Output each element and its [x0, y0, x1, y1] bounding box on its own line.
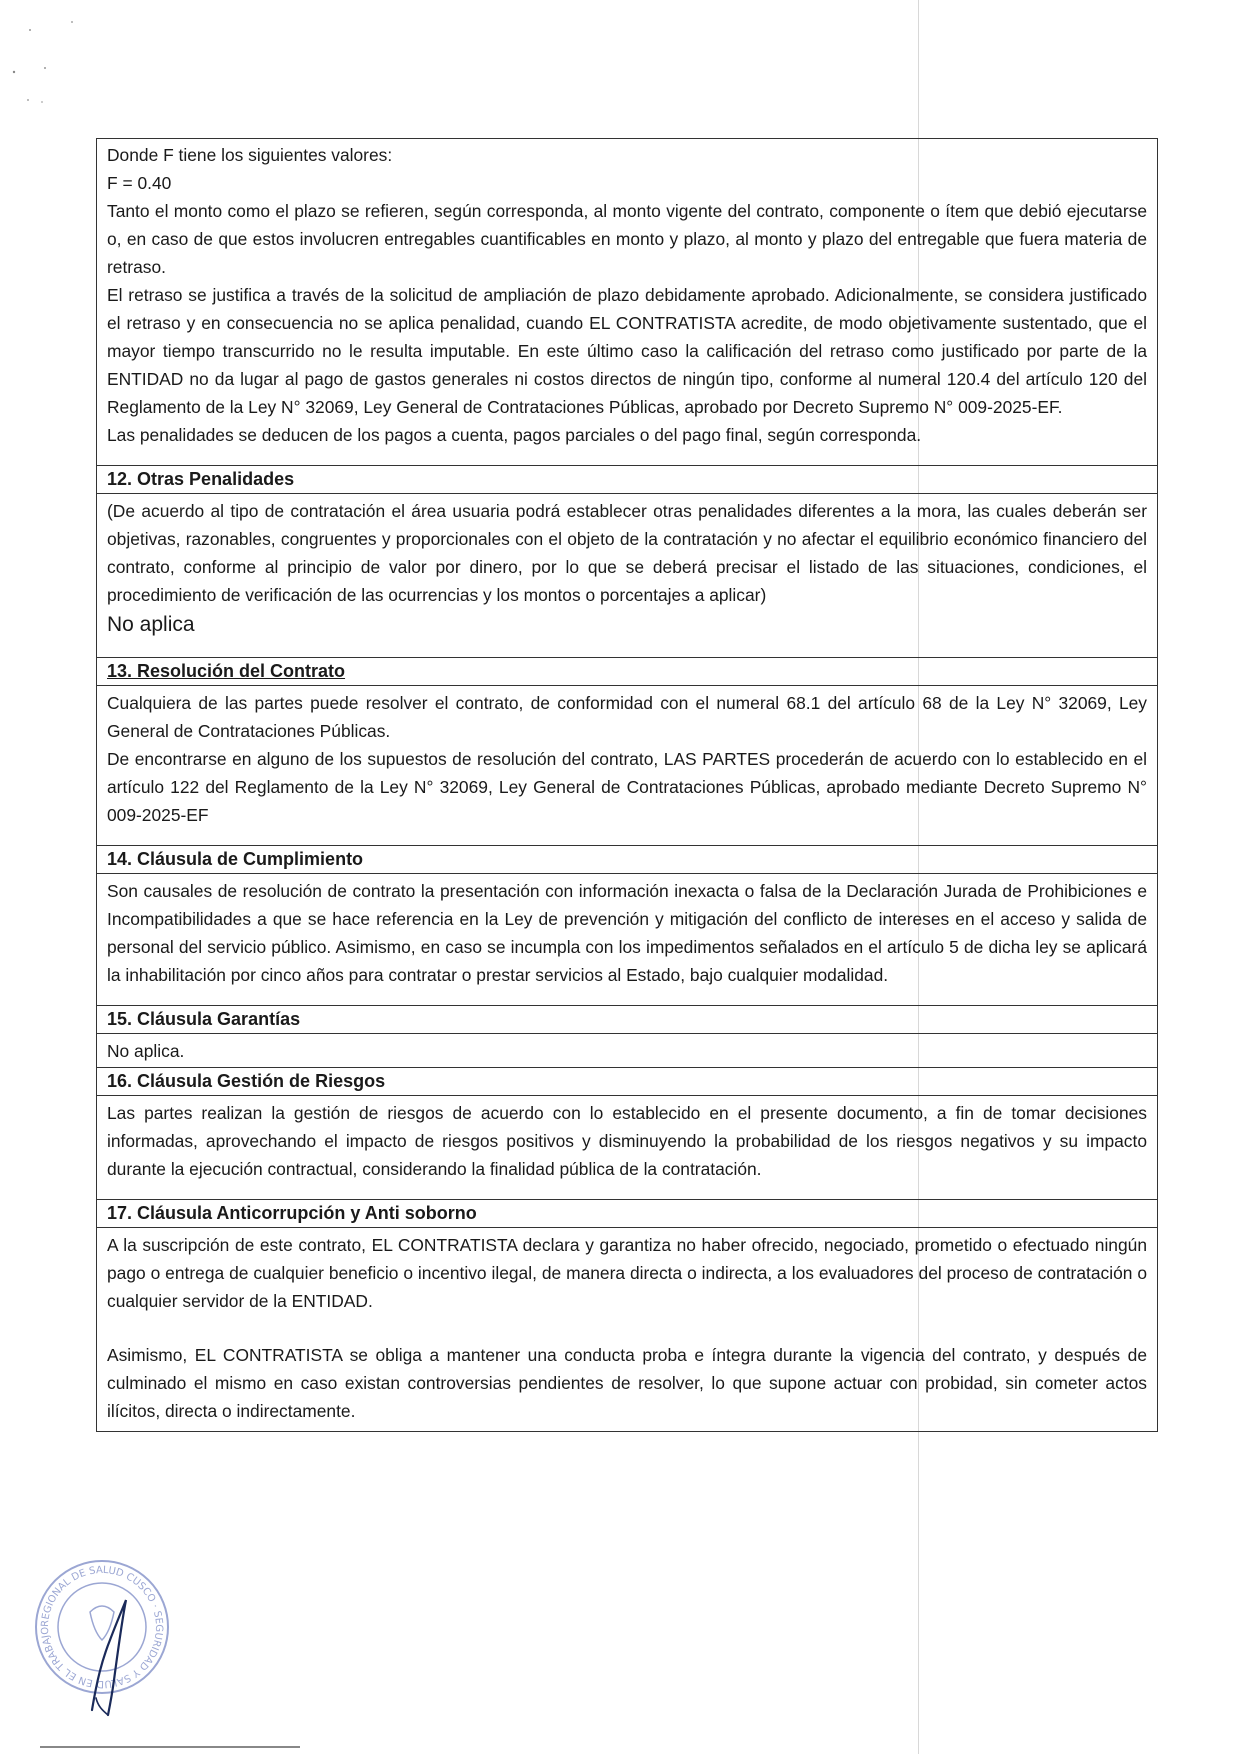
no-aplica-text: No aplica	[107, 613, 195, 636]
paragraph: Cualquiera de las partes puede resolver el contrato, de conformidad con el numeral 68.1 del artículo 68 de la Ley N° 32069, Ley General de Contrataciones Públicas.	[107, 693, 1147, 741]
paragraph: De encontrarse en alguno de los supuestos de resolución del contrato, LAS PARTES procederán de acuerdo con lo establecido en el artículo 122 del Reglamento de la Ley N° 32069, Ley General de Contrataciones Públicas, aprobado mediante Decreto Supremo N° 009-2025-EF	[107, 749, 1147, 825]
section-13	[97, 658, 1157, 846]
f-values-intro: Donde F tiene los siguientes valores:	[107, 145, 393, 165]
section-title: 12. Otras Penalidades	[97, 466, 1157, 494]
paragraph: Asimismo, EL CONTRATISTA se obliga a mantener una conducta proba e íntegra durante la vigencia del contrato, y después de culminado el mismo en caso existan controversias pendientes de resolver, lo que supone actuar con probidad, sin cometer actos ilícitos, directa o indirectamente.	[107, 1345, 1147, 1421]
contract-clauses-table	[96, 138, 1158, 1432]
paragraph: Tanto el monto como el plazo se refieren, según corresponda, al monto vigente del contrato, componente o ítem que debió ejecutarse o, en caso de que estos involucren entregables cuantificables en monto y plazo, al monto y plazo del entregable que fuera materia de retraso.	[107, 201, 1147, 277]
footer-rule	[40, 1746, 300, 1748]
section-title: 16. Cláusula Gestión de Riesgos	[97, 1068, 1157, 1096]
handwritten-signature	[52, 1580, 192, 1720]
paragraph: El retraso se justifica a través de la solicitud de ampliación de plazo debidamente aprobado. Adicionalmente, se considera justificado el retraso y en consecuencia no se aplica penalidad, cuando EL CONTRATISTA acredite, de modo objetivamente sustentado, que el mayor tiempo transcurrido no le resulta imputable. En este último caso la calificación del retraso como justificado por parte de la ENTIDAD no da lugar al pago de gastos generales ni costos directos de ningún tipo, conforme al numeral 120.4 del artículo 120 del Reglamento de la Ley N° 32069, Ley General de Contrataciones Públicas, aprobado por Decreto Supremo N° 009-2025-EF.	[107, 285, 1147, 417]
section-17	[97, 1200, 1157, 1431]
section-title: 13. Resolución del Contrato	[107, 661, 346, 681]
section-12	[97, 466, 1157, 658]
section-11-continuation	[97, 139, 1157, 466]
paragraph: Las partes realizan la gestión de riesgos de acuerdo con lo establecido en el presente documento, a fin de tomar decisiones informadas, aprovechando el impacto de riesgos positivos y disminuyendo la probabilidad de los riesgos negativos y su impacto durante la ejecución contractual, considerando la finalidad pública de la contratación.	[107, 1103, 1147, 1179]
section-16	[97, 1068, 1157, 1200]
paragraph: No aplica.	[107, 1041, 185, 1061]
section-14	[97, 846, 1157, 1006]
section-title: 14. Cláusula de Cumplimiento	[97, 846, 1157, 874]
paragraph: Las penalidades se deducen de los pagos a cuenta, pagos parciales o del pago final, según corresponda.	[107, 425, 922, 445]
scan-specks	[0, 0, 80, 120]
f-value: F = 0.40	[107, 173, 172, 193]
seal-text: REGIONAL DE SALUD CUSCO · SEGURIDAD Y SALUD EN EL TRABAJO	[39, 1564, 165, 1690]
paragraph: Son causales de resolución de contrato la presentación con información inexacta o falsa de la Declaración Jurada de Prohibiciones e Incompatibilidades a que se hace referencia en la Ley de prevención y mitigación del conflicto de intereses en el acceso y salida de personal del servicio público. Asimismo, en caso se incumpla con los impedimentos señalados en el artículo 5 de dicha ley se aplicará la inhabilitación por cinco años para contratar o prestar servicios al Estado, bajo cualquier modalidad.	[107, 881, 1147, 985]
paragraph: (De acuerdo al tipo de contratación el área usuaria podrá establecer otras penalidades diferentes a la mora, las cuales deberán ser objetivas, razonables, congruentes y proporcionales con el objeto de la contratación y no afectar el equilibrio económico financiero del contrato, conforme al principio de valor por dinero, por lo que se deberá precisar el listado de las situaciones, condiciones, el procedimiento de verificación de las ocurrencias y los montos o porcentajes a aplicar)	[107, 501, 1147, 605]
paragraph: A la suscripción de este contrato, EL CONTRATISTA declara y garantiza no haber ofrecido, negociado, prometido o efectuado ningún pago o entrega de cualquier beneficio o incentivo ilegal, de manera directa o indirecta, a los evaluadores del proceso de contratación o cualquier servidor de la ENTIDAD.	[107, 1235, 1147, 1311]
section-title: 15. Cláusula Garantías	[97, 1006, 1157, 1034]
section-title: 17. Cláusula Anticorrupción y Anti soborno	[97, 1200, 1157, 1228]
section-15	[97, 1006, 1157, 1068]
